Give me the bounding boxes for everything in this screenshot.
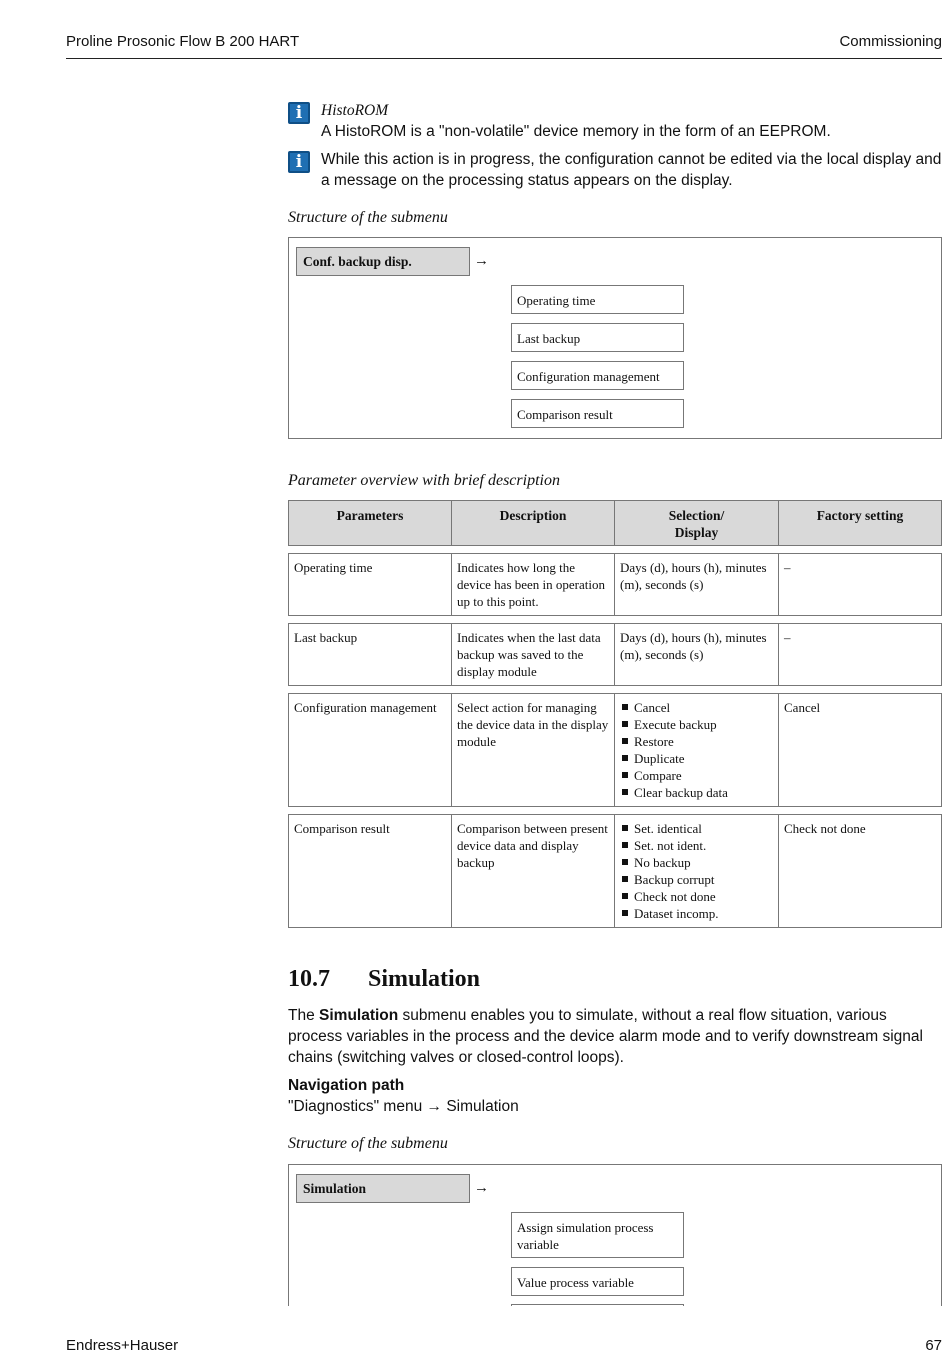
selection-option: Set. identical (620, 820, 773, 837)
submenu-caption: Structure of the submenu (288, 209, 448, 226)
selection-option: Clear backup data (620, 784, 773, 801)
cell-parameter: Operating time (288, 553, 452, 616)
selection-option: Backup corrupt (620, 871, 773, 888)
selection-option: Cancel (620, 699, 773, 716)
section-title: Simulation (368, 966, 481, 992)
selection-option: No backup (620, 854, 773, 871)
cell-selection: Days (d), hours (h), minutes (m), seconds (s) (614, 553, 779, 616)
column-header: Description (451, 500, 615, 546)
column-header: Parameters (288, 500, 452, 546)
submenu-item: Assign simulation process variable (511, 1212, 684, 1258)
column-header: Selection/ Display (614, 500, 779, 546)
note-text: While this action is in progress, the configuration cannot be edited via the local display and a message on the processing status appears on the display. (321, 151, 942, 189)
cell-description: Comparison between present device data and display backup (451, 814, 615, 928)
nav-path: "Diagnostics" menu → Simulation (288, 1098, 519, 1115)
selection-option: Execute backup (620, 716, 773, 733)
arrow-right-icon: → (474, 1180, 489, 1196)
submenu-item: Configuration management (511, 361, 684, 390)
note-text: A HistoROM is a "non-volatile" device memory in the form of an EEPROM. (321, 123, 831, 140)
cell-parameter: Last backup (288, 623, 452, 686)
cell-factory: – (778, 623, 942, 686)
nav-heading: Navigation path (288, 1077, 405, 1094)
submenu-item: Value process variable (511, 1267, 684, 1296)
cell-description: Indicates when the last data backup was saved to the display module (451, 623, 615, 686)
section-number: 10.7 (288, 966, 330, 992)
header-section: Commissioning (839, 33, 942, 50)
submenu-item: Comparison result (511, 399, 684, 428)
selection-option: Duplicate (620, 750, 773, 767)
note-title: HistoROM (321, 102, 389, 119)
cell-selection (614, 814, 779, 928)
section-intro (288, 1005, 944, 1068)
selection-option: Restore (620, 733, 773, 750)
cell-selection (614, 693, 779, 807)
table-caption: Parameter overview with brief description (288, 472, 560, 489)
selection-option: Set. not ident. (620, 837, 773, 854)
header-title: Proline Prosonic Flow B 200 HART (66, 33, 300, 50)
submenu-item-cut (511, 1304, 684, 1306)
selection-option: Check not done (620, 888, 773, 905)
intro-bold: Simulation (319, 1007, 399, 1024)
cell-parameter: Comparison result (288, 814, 452, 928)
header-rule (66, 58, 942, 59)
submenu-caption: Structure of the submenu (288, 1135, 448, 1152)
info-icon: i (288, 151, 310, 173)
cell-factory: Check not done (778, 814, 942, 928)
selection-option: Dataset incomp. (620, 905, 773, 922)
intro-text: submenu enables you to simulate, without a real flow situation, various process variables in the process and the device alarm mode and to verify downstream signal chains (switching valves or closed-control loops). (288, 1007, 923, 1066)
submenu-head: Conf. backup disp. (296, 247, 470, 276)
selection-list (620, 820, 773, 922)
cell-factory: – (778, 553, 942, 616)
submenu-head: Simulation (296, 1174, 470, 1203)
submenu-item: Last backup (511, 323, 684, 352)
footer-brand: Endress+Hauser (66, 1337, 179, 1354)
cell-factory: Cancel (778, 693, 942, 807)
column-header: Factory setting (778, 500, 942, 546)
cell-selection: Days (d), hours (h), minutes (m), seconds (s) (614, 623, 779, 686)
selection-list (620, 699, 773, 801)
cell-parameter: Configuration management (288, 693, 452, 807)
cell-description: Indicates how long the device has been in operation up to this point. (451, 553, 615, 616)
submenu-item: Operating time (511, 285, 684, 314)
page-number: 67 (925, 1337, 942, 1354)
arrow-right-icon: → (474, 253, 489, 269)
selection-option: Compare (620, 767, 773, 784)
cell-description: Select action for managing the device data in the display module (451, 693, 615, 807)
info-icon: i (288, 102, 310, 124)
intro-text: The (288, 1007, 320, 1024)
